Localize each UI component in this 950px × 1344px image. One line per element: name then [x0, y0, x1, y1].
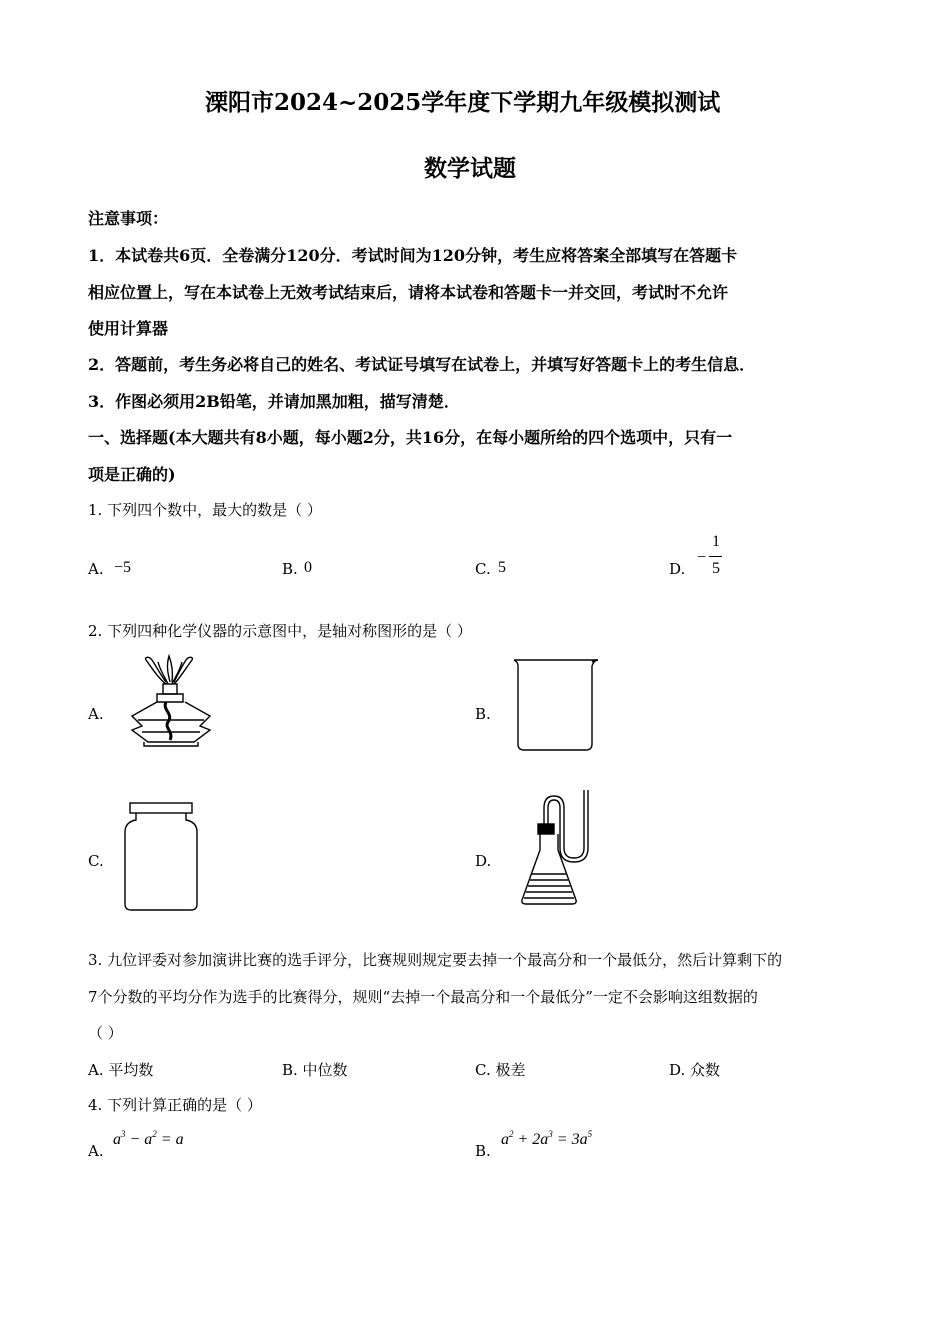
- notice-item-1-line-1: 1．本试卷共6页．全卷满分120分．考试时间为120分钟，考生应将答案全部填写在答题卡: [88, 246, 738, 265]
- q2-option-c-label: C.: [88, 852, 104, 870]
- q1-option-d-sign: −: [697, 549, 707, 566]
- notice-heading: 注意事项：: [88, 209, 169, 228]
- alcohol-lamp-figure: [128, 654, 214, 749]
- page-title: 溧阳市2024~2025学年度下学期九年级模拟测试: [205, 89, 721, 116]
- q4-option-b-expression: $a^2 + 2a^3 = 3a^5$: [501, 1129, 593, 1148]
- notice-item-2: 2．答题前，考生务必将自己的姓名、考试证号填写在试卷上，并填写好答题卡上的考生信息．: [88, 355, 756, 374]
- q3-option-c: C. 极差: [475, 1061, 526, 1079]
- q2-option-b-label: B.: [475, 705, 491, 723]
- q1-option-c-label: C.: [475, 560, 491, 578]
- q3-option-b: B. 中位数: [282, 1061, 348, 1079]
- section-heading-line-2: 项是正确的): [88, 465, 176, 484]
- q4-option-a-label: A.: [88, 1142, 104, 1160]
- page-subtitle: 数学试题: [424, 155, 516, 182]
- fraction-bar: [709, 556, 722, 557]
- q1-option-c-value: 5: [498, 559, 506, 576]
- flask-figure: [518, 788, 610, 910]
- notice-item-1-line-2: 相应位置上，写在本试卷上无效考试结束后，请将本试卷和答题卡一并交回，考试时不允许: [88, 283, 729, 302]
- question-3-line-3: （ ）: [88, 1024, 123, 1042]
- q1-option-b-label: B.: [282, 560, 298, 578]
- question-3-line-2: 7个分数的平均分作为选手的比赛得分，规则“去掉一个最高分和一个最低分”一定不会影响这组数据的: [88, 988, 758, 1006]
- q1-option-d-numerator: 1: [712, 533, 720, 550]
- question-4-stem: 4. 下列计算正确的是（ ）: [88, 1096, 262, 1114]
- q4-option-b-label: B.: [475, 1142, 491, 1160]
- q1-option-b-value: 0: [304, 559, 312, 576]
- notice-item-1-line-3: 使用计算器: [88, 319, 169, 338]
- question-2-stem: 2. 下列四种化学仪器的示意图中，是轴对称图形的是（ ）: [88, 622, 472, 640]
- q1-option-a-value: −5: [114, 559, 132, 576]
- q1-option-d-denominator: 5: [712, 560, 720, 577]
- q1-option-d-label: D.: [669, 560, 686, 578]
- q3-option-a: A. 平均数: [88, 1061, 154, 1079]
- beaker-figure: [510, 656, 602, 754]
- section-heading-line-1: 一、选择题(本大题共有8小题，每小题2分，共16分，在每小题所给的四个选项中，只有一: [88, 428, 733, 447]
- question-1-stem: 1. 下列四个数中，最大的数是（ ）: [88, 501, 322, 519]
- q4-option-a-expression: $a^3 - a^2 = a$: [113, 1129, 184, 1148]
- q1-option-a-label: A.: [88, 560, 104, 578]
- bottle-figure: [122, 800, 200, 914]
- notice-item-3: 3．作图必须用2B铅笔，并请加黑加粗，描写清楚．: [88, 392, 460, 411]
- q3-option-d: D. 众数: [669, 1061, 721, 1079]
- question-3-line-1: 3. 九位评委对参加演讲比赛的选手评分，比赛规则规定要去掉一个最高分和一个最低分，然后计算剩下的: [88, 951, 783, 969]
- q2-option-d-label: D.: [475, 852, 492, 870]
- q2-option-a-label: A.: [88, 705, 104, 723]
